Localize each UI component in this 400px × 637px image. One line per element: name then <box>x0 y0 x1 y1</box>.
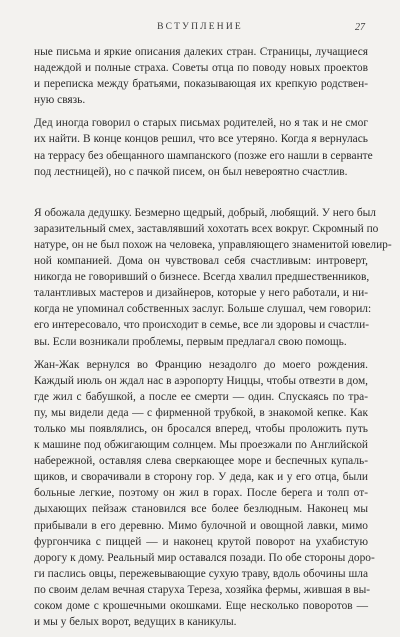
text-line: только мы появлялись, он бросался вперед, чтобы проложить путь <box>34 422 368 435</box>
text-line: заразительный смех, заставлявший хохотать всех вокруг. Скромный по <box>34 222 379 235</box>
text-line: больные легкие, поэтому он жил в горах. После берега и толп от- <box>34 487 368 500</box>
text-line: щиков, и сворачивали в сторону гор. У деда, как и у его отца, были <box>34 471 368 484</box>
text-line: пу, мы видели деда — с фирменной трубкой, в знакомой кепке. Как <box>34 406 368 419</box>
paragraph-2 <box>34 115 373 179</box>
text-line: Жан-Жак вернулся во Францию незадолго до моего рождения. <box>34 358 368 371</box>
text-line: и мы у белых ворот, ведущих в каникулы. <box>34 616 237 629</box>
text-line: его интересовало, что происходит в семье, все ли здоровы и счастли- <box>34 319 369 332</box>
text-line: к машине под обжигающим солнцем. Мы проезжали по Английской <box>34 439 368 452</box>
text-line: ные письма и яркие описания далеких стран. Страницы, лучащиеся <box>34 46 368 58</box>
text-line: дорогу к дому. Реальный мир оставался позади. По обе стороны доро- <box>34 551 375 564</box>
text-line: прибывали в его деревню. Мимо булочной и овощной лавки, мимо <box>34 519 368 532</box>
text-line: под лестницей), но с пачкой писем, он был невероятно счастлив. <box>34 165 348 178</box>
text-line: и переписка между братьями, показывающая их крепкую родствен- <box>34 78 368 91</box>
text-line: фургончика с пиццей — и наконец крутой поворот на ухабистую <box>34 535 368 548</box>
text-line: талантливых мастеров и дизайнеров, которые у него работали, и ни- <box>34 287 368 300</box>
text-line: Дед иногда говорил о старых письмах родителей, но я так и не смог <box>34 117 368 130</box>
text-line: ной компанией. Дома он чувствовал себя счастливым: интроверт, <box>34 255 368 268</box>
paragraph-4 <box>34 357 375 631</box>
text-line: на террасу без обещанного шампанского (позже его нашли в серванте <box>34 149 373 162</box>
paragraph-3 <box>34 205 392 350</box>
page-number: 27 <box>355 22 365 33</box>
body-text <box>34 44 392 637</box>
text-line: ную связь. <box>34 94 86 107</box>
text-line: где жил с бабушкой, а после ее смерти — один. Спускаясь по тра- <box>34 390 368 403</box>
text-line: надеждой и полные страха. Советы отца по поводу новых проектов <box>34 62 368 75</box>
text-line: дыхающих пейзаж становился все более безлюдным. Наконец мы <box>34 503 368 516</box>
text-line: набережной, оставляя слева сверкающее море и беспечных купаль- <box>34 455 368 468</box>
text-line: их найти. В конце концов решил, что все утеряно. Когда я вернулась <box>34 133 368 146</box>
text-line: Каждый июль он ждал нас в аэропорту Ниццы, чтобы отвезти в дом, <box>34 374 368 387</box>
text-line: соком доме с крошечными окошками. Еще несколько поворотов — <box>34 600 368 612</box>
text-line: ги паслись овцы, пережевывающие сухую траву, вдоль обочины шла <box>34 567 368 580</box>
section-gap <box>34 187 368 205</box>
text-line: натуре, он не был похож на человека, управляющего знаменитой ювелир- <box>34 238 392 251</box>
text-line: когда не упоминал собственных заслуг. Больше слушал, чем говорил: <box>34 303 372 316</box>
paragraph-1 <box>34 44 368 108</box>
text-line: Я обожала дедушку. Безмерно щедрый, добрый, любящий. У него был <box>34 206 376 219</box>
text-line: вы. Если возникали проблемы, первым предлагал свою помощь. <box>34 335 347 348</box>
text-line: по своим делам вечная старуха Тереза, хозяйка фермы, жившая в вы- <box>34 583 371 596</box>
text-line: никогда не говоривший о бизнесе. Всегда хвалил предшественников, <box>34 271 370 284</box>
running-title: ВСТУПЛЕНИЕ <box>157 22 243 32</box>
page-header <box>0 22 400 38</box>
